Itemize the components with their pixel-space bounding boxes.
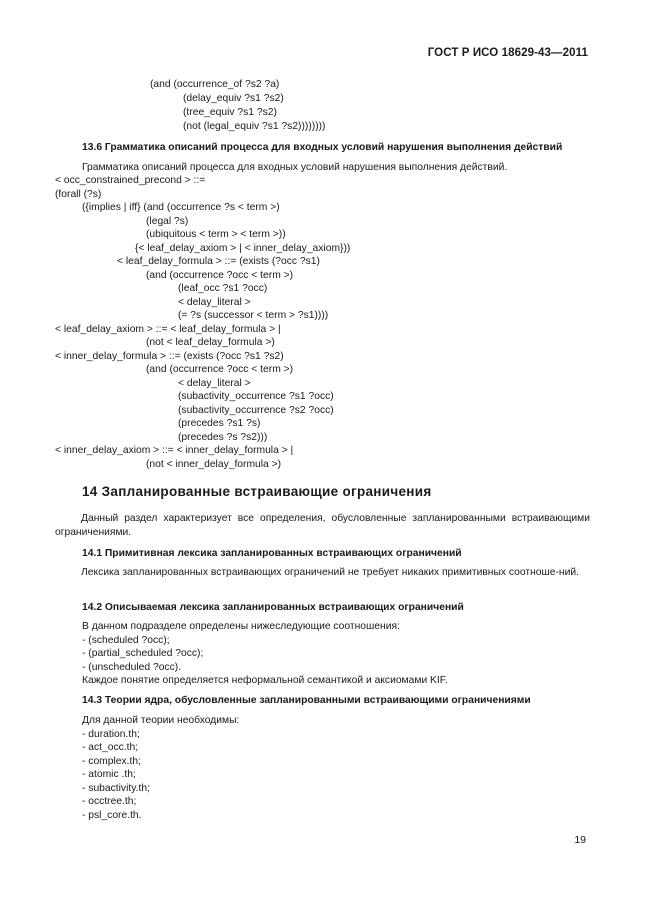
section-14-2-line: - (partial_scheduled ?occ); <box>82 648 204 659</box>
section-14-2-line: Каждое понятие определяется неформальной семантикой и аксиомами KIF. <box>82 675 448 686</box>
code-line: (tree_equiv ?s1 ?s2) <box>183 107 277 118</box>
section-14-1-heading: 14.1 Примитивная лексика запланированных встраивающих ограничений <box>82 548 462 559</box>
section-14-3-line: - act_occ.th; <box>82 742 139 753</box>
section-14-3-line: Для данной теории необходимы: <box>82 715 240 726</box>
code-line: < leaf_delay_axiom > ::= < leaf_delay_formula > | <box>55 324 281 335</box>
document-header: ГОСТ Р ИСО 18629-43—2011 <box>427 47 588 59</box>
code-line: < inner_delay_formula > ::= (exists (?occ ?s1 ?s2) <box>55 351 284 362</box>
section-14-1-text: Лексика запланированных встраивающих ограничений не требует никаких примитивных соотноше-ний. <box>81 567 579 578</box>
section-14-2-line: В данном подразделе определены нижеследующие соотношения: <box>82 621 400 632</box>
code-line: < occ_constrained_precond > ::= <box>55 175 206 186</box>
code-line: (legal ?s) <box>146 216 189 227</box>
code-line: (not (legal_equiv ?s1 ?s2)))))))) <box>183 121 326 132</box>
code-line: < delay_literal > <box>178 297 251 308</box>
code-line: ({implies | iff} (and (occurrence ?s < term >) <box>82 202 280 213</box>
page-number: 19 <box>574 834 586 846</box>
code-line: (subactivity_occurrence ?s2 ?occ) <box>178 405 334 416</box>
section-14-3-heading: 14.3 Теории ядра, обусловленные запланированными встраивающими ограничениями <box>82 695 531 706</box>
section-14-2-line: - (scheduled ?occ); <box>82 635 170 646</box>
code-line: (subactivity_occurrence ?s1 ?occ) <box>178 391 334 402</box>
section-14-3-line: - complex.th; <box>82 756 141 767</box>
code-line: (ubiquitous < term > < term >)) <box>146 229 286 240</box>
section-13-6-heading: 13.6 Грамматика описаний процесса для входных условий нарушения выполнения действий <box>82 142 563 153</box>
code-line: (and (occurrence ?occ < term >) <box>146 364 294 375</box>
section-14-3-line: - occtree.th; <box>82 796 137 807</box>
code-line: < inner_delay_axiom > ::= < inner_delay_formula > | <box>55 445 294 456</box>
section-14-3-line: - duration.th; <box>82 729 140 740</box>
section-14-3-line: - psl_core.th. <box>82 810 142 821</box>
code-line: (forall (?s) <box>55 189 102 200</box>
code-line: {< leaf_delay_axiom > | < inner_delay_axiom})) <box>135 243 351 254</box>
code-line: (and (occurrence_of ?s2 ?a) <box>150 79 280 90</box>
code-line: < delay_literal > <box>178 378 251 389</box>
section-13-6-intro: Грамматика описаний процесса для входных условий нарушения выполнения действий. <box>82 162 508 173</box>
code-line: (not < leaf_delay_formula >) <box>146 337 275 348</box>
section-14-3-line: - atomic .th; <box>82 769 136 780</box>
code-line: (precedes ?s ?s2))) <box>178 432 268 443</box>
code-line: (precedes ?s1 ?s) <box>178 418 261 429</box>
section-14-2-heading: 14.2 Описываемая лексика запланированных встраивающих ограничений <box>82 602 464 613</box>
code-line: (and (occurrence ?occ < term >) <box>146 270 294 281</box>
code-line: (= ?s (successor < term > ?s1)))) <box>178 310 329 321</box>
code-line: (leaf_occ ?s1 ?occ) <box>178 283 268 294</box>
code-line: < leaf_delay_formula > ::= (exists (?occ ?s1) <box>117 256 320 267</box>
section-14-heading: 14 Запланированные встраивающие ограничения <box>82 484 432 499</box>
code-line: (delay_equiv ?s1 ?s2) <box>183 93 284 104</box>
code-line: (not < inner_delay_formula >) <box>146 459 282 470</box>
section-14-3-line: - subactivity.th; <box>82 783 150 794</box>
section-14-intro: Данный раздел характеризует все определения, обусловленные запланированными встраивающими ограничениями. <box>55 513 590 538</box>
section-14-2-line: - (unscheduled ?occ). <box>82 662 182 673</box>
